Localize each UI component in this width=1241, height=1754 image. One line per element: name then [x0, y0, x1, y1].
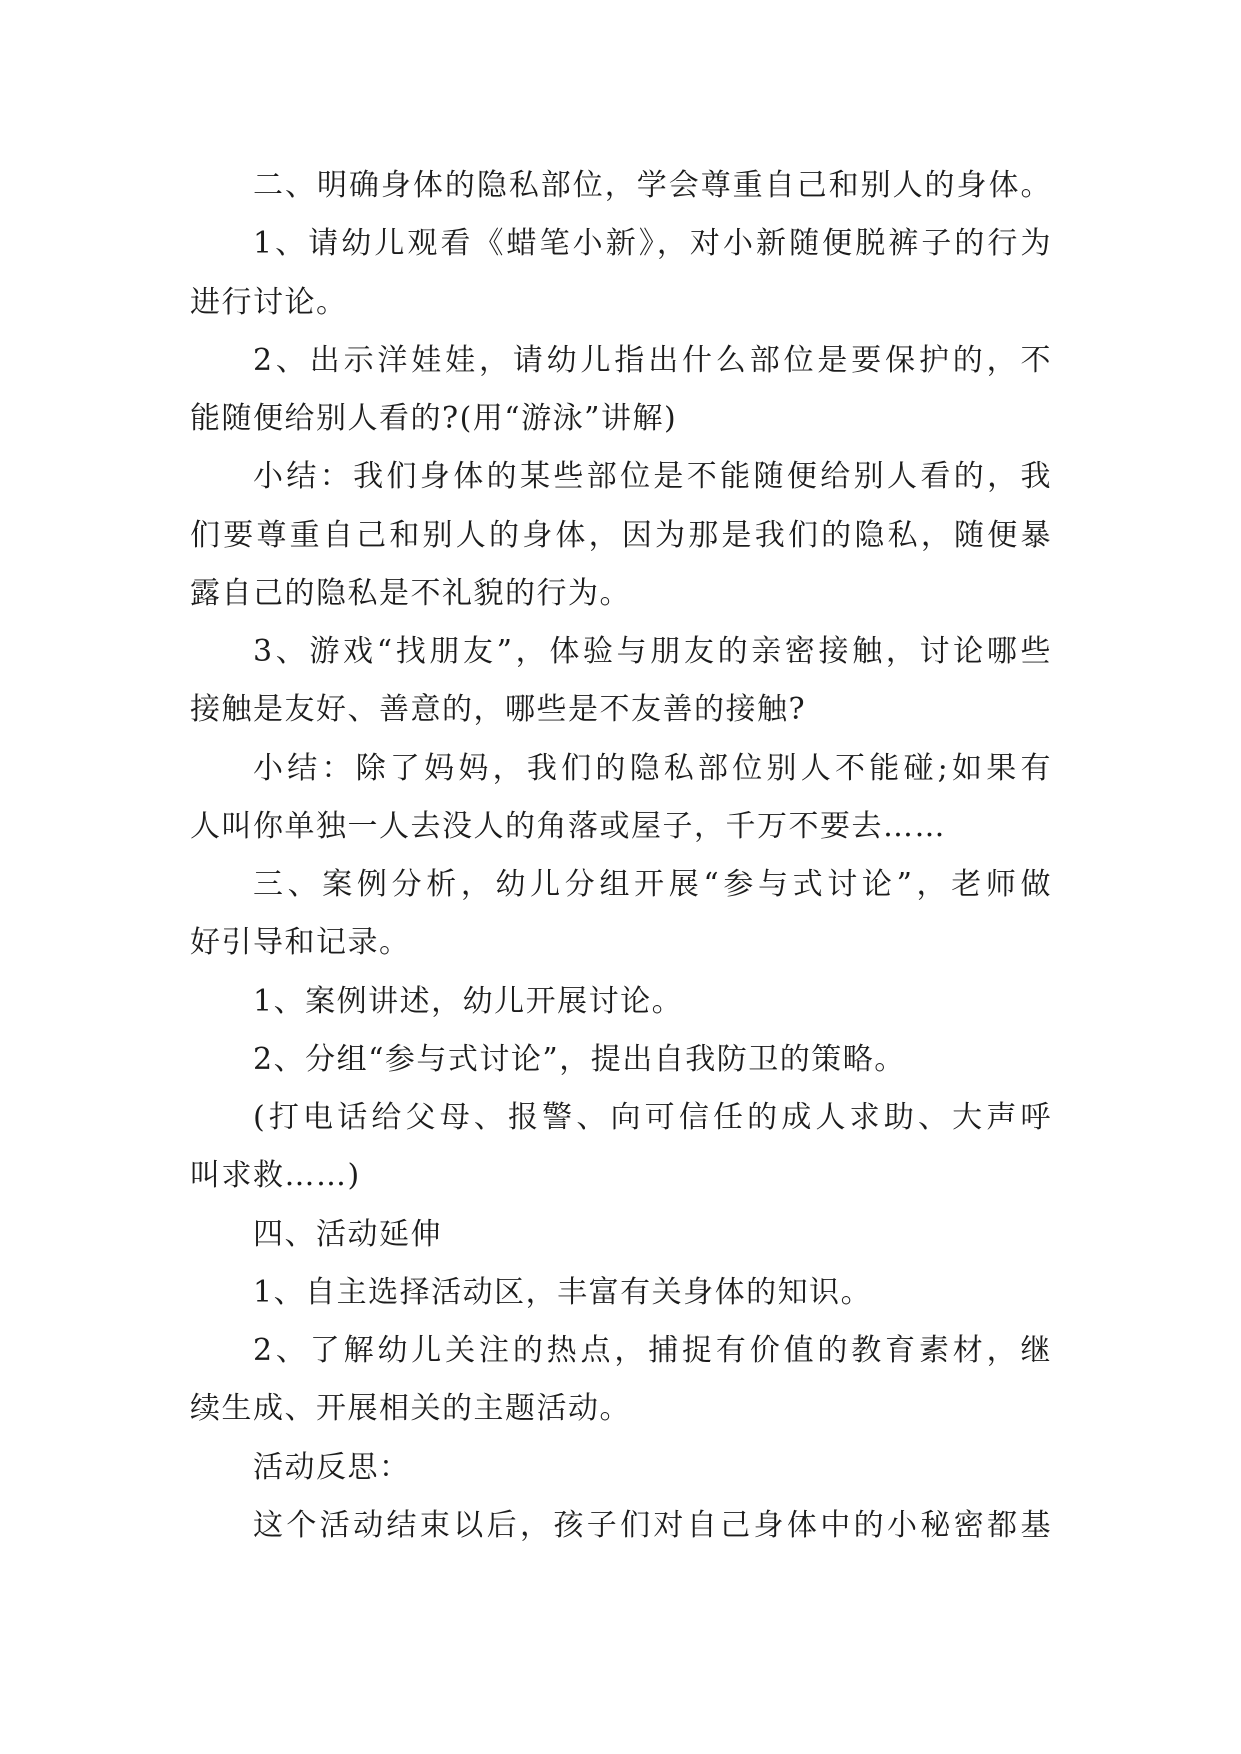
text-line: 露自己的隐私是不礼貌的行为。	[190, 575, 631, 611]
text-line: 2、了解幼儿关注的热点，捕捉有价值的教育素材，继	[253, 1333, 1052, 1368]
section-heading	[190, 856, 1052, 973]
text-line: 小结：我们身体的某些部位是不能随便给别人看的，我	[253, 459, 1052, 495]
paragraph	[190, 623, 1052, 740]
text-line: 续生成、开展相关的主题活动。	[190, 1391, 631, 1427]
text-line: 接触是友好、善意的，哪些是不友善的接触?	[190, 692, 807, 728]
text-line: 1、案例讲述，幼儿开展讨论。	[253, 983, 684, 1019]
document-body	[190, 157, 1052, 1555]
paragraph	[190, 1497, 1052, 1555]
text-line: 这个活动结束以后，孩子们对自己身体中的小秘密都基	[253, 1507, 1052, 1543]
text-line: 3、游戏“找朋友”，体验与朋友的亲密接触，讨论哪些	[253, 634, 1052, 669]
paragraph	[190, 332, 1052, 449]
text-line: 进行讨论。	[190, 284, 348, 320]
paragraph	[190, 1089, 1052, 1206]
text-line: 好引导和记录。	[190, 925, 411, 961]
text-line: 们要尊重自己和别人的身体，因为那是我们的隐私，随便暴	[190, 517, 1052, 553]
section-heading	[190, 157, 1052, 215]
paragraph	[190, 1031, 1052, 1089]
paragraph	[190, 215, 1052, 332]
text-line: 活动反思：	[253, 1449, 411, 1485]
paragraph	[190, 448, 1052, 623]
text-line: (打电话给父母、报警、向可信任的成人求助、大声呼	[253, 1100, 1052, 1135]
paragraph	[190, 740, 1052, 857]
paragraph	[190, 1322, 1052, 1439]
text-line: 叫求救……)	[190, 1158, 361, 1194]
text-line: 小结：除了妈妈，我们的隐私部位别人不能碰;如果有	[253, 750, 1052, 786]
text-line: 人叫你单独一人去没人的角落或屋子，千万不要去……	[190, 808, 946, 844]
paragraph	[190, 1264, 1052, 1322]
section-heading	[190, 1206, 1052, 1264]
text-line: 1、自主选择活动区，丰富有关身体的知识。	[253, 1274, 873, 1310]
text-line: 1、请幼儿观看《蜡笔小新》，对小新随便脱裤子的行为	[253, 226, 1052, 262]
text-line: 能随便给别人看的?(用“游泳”讲解)	[190, 401, 678, 436]
section-heading	[190, 1439, 1052, 1497]
text-line: 二、明确身体的隐私部位，学会尊重自己和别人的身体。	[253, 168, 1052, 203]
text-line: 2、分组“参与式讨论”，提出自我防卫的策略。	[253, 1041, 906, 1077]
text-line: 四、活动延伸	[253, 1216, 442, 1252]
text-line: 2、出示洋娃娃，请幼儿指出什么部位是要保护的，不	[253, 342, 1052, 378]
paragraph	[190, 973, 1052, 1031]
text-line: 三、案例分析，幼儿分组开展“参与式讨论”，老师做	[253, 867, 1052, 902]
